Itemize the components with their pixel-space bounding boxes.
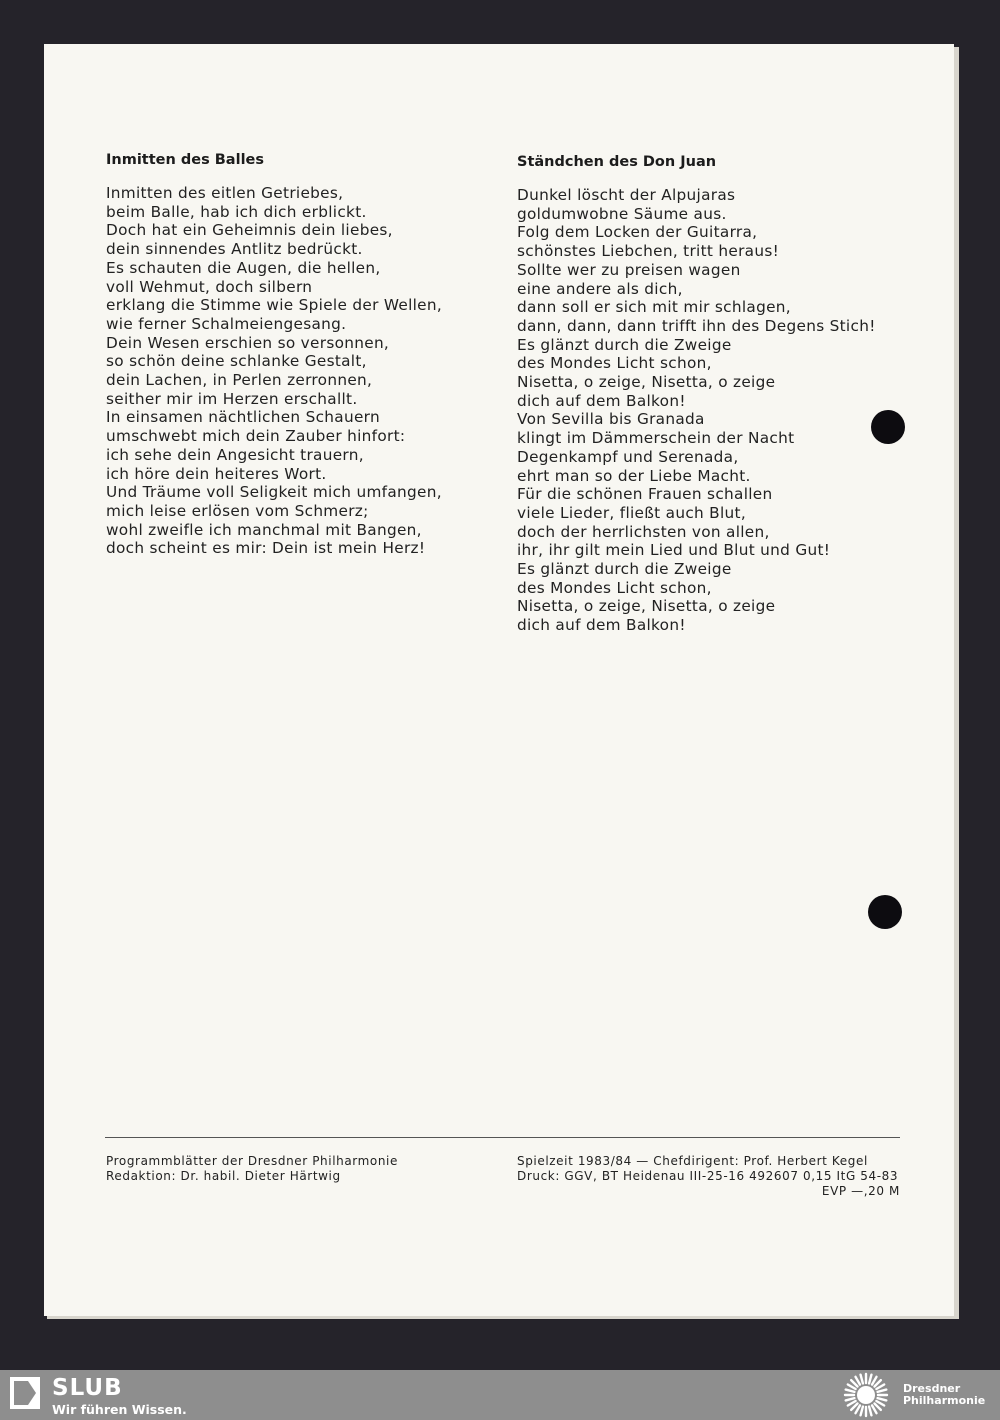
viewer-footer-bar — [0, 1370, 1000, 1420]
footer-editor: Redaktion: Dr. habil. Dieter Härtwig — [106, 1169, 341, 1183]
poem-line: Dunkel löscht der Alpujaras — [517, 186, 736, 204]
poem-line: doch der herrlichsten von allen, — [517, 522, 770, 541]
poem-line: ich sehe dein Angesicht trauern, — [106, 445, 364, 464]
philharmonie-name-line2: Philharmonie — [903, 1394, 986, 1407]
poem-line: Es schauten die Augen, die hellen, — [106, 258, 381, 277]
poem-line: ehrt man so der Liebe Macht. — [517, 466, 751, 485]
poem-line: so schön deine schlanke Gestalt, — [106, 352, 367, 371]
footer-price: EVP —,20 M — [821, 1184, 900, 1198]
poem-right — [517, 154, 917, 635]
sunburst-ray — [851, 1380, 857, 1386]
sunburst-ray — [851, 1403, 857, 1409]
poem-line: erklang die Stimme wie Spiele der Wellen, — [106, 296, 443, 315]
poem-line: dein Lachen, in Perlen zerronnen, — [106, 371, 373, 390]
sunburst-ray — [861, 1375, 863, 1384]
punch-hole-upper — [871, 410, 905, 444]
poem-line: Nisetta, o zeige, Nisetta, o zeige — [517, 597, 776, 616]
sunburst-ray — [876, 1401, 884, 1406]
poem-line: Für die schönen Frauen schallen — [517, 485, 773, 504]
poem-line: Von Sevilla bis Granada — [517, 410, 705, 429]
poem-line: dann soll er sich mit mir schlagen, — [517, 298, 791, 317]
poem-line: ihr, ihr gilt mein Lied und Blut und Gut! — [517, 541, 831, 560]
sunburst-ray — [869, 1375, 871, 1384]
sunburst-ray — [874, 1380, 880, 1386]
sunburst-ray — [861, 1407, 863, 1416]
footer-divider — [105, 1137, 900, 1138]
sunburst-ray — [878, 1390, 887, 1392]
poem-left-lines — [106, 184, 486, 558]
poem-line: des Mondes Licht schon, — [517, 354, 712, 373]
poem-left-title: Inmitten des Balles — [106, 152, 264, 168]
poem-line: dein sinnendes Antlitz bedrückt. — [106, 240, 363, 259]
poem-left — [106, 152, 486, 558]
sunburst-ray — [856, 1405, 861, 1413]
sunburst-ray — [872, 1377, 877, 1385]
sunburst-ray — [878, 1398, 887, 1400]
footer-publication: Programmblätter der Dresdner Philharmonie — [106, 1154, 398, 1168]
poem-line: wohl zweifle ich manchmal mit Bangen, — [106, 520, 422, 539]
poem-line: dich auf dem Balkon! — [517, 391, 686, 410]
poem-line: Nisetta, o zeige, Nisetta, o zeige — [517, 373, 776, 392]
poem-line: dich auf dem Balkon! — [517, 616, 686, 635]
poem-line: beim Balle, hab ich dich erblickt. — [106, 202, 367, 221]
slub-tagline: Wir führen Wissen. — [52, 1402, 187, 1417]
sunburst-ray — [848, 1401, 856, 1406]
poem-right-lines — [517, 186, 917, 635]
poem-line: Es glänzt durch die Zweige — [517, 335, 732, 354]
poem-line: wie ferner Schalmeiengesang. — [106, 314, 347, 333]
poem-line: ich höre dein heiteres Wort. — [106, 464, 327, 483]
sunburst-ray — [856, 1377, 861, 1385]
poem-line: dann, dann, dann trifft ihn des Degens Stich! — [517, 316, 876, 335]
poem-line: eine andere als dich, — [517, 279, 683, 298]
footer-left — [106, 1154, 398, 1184]
footer-season: Spielzeit 1983/84 — Chefdirigent: Prof. Herbert Kegel — [517, 1154, 868, 1168]
poem-line: Sollte wer zu preisen wagen — [517, 260, 741, 279]
sunburst-ray — [876, 1385, 884, 1390]
poem-line: doch scheint es mir: Dein ist mein Herz! — [106, 539, 426, 558]
footer-print: Druck: GGV, BT Heidenau III-25-16 492607 0,15 ItG 54-83 — [517, 1169, 899, 1183]
sunburst-ray — [872, 1405, 877, 1413]
poem-line: umschwebt mich dein Zauber hinfort: — [106, 427, 406, 446]
sunburst-ray — [846, 1390, 855, 1392]
poem-line: goldumwobne Säume aus. — [517, 204, 727, 223]
philharmonie-name[interactable] — [903, 1383, 985, 1407]
poem-line: In einsamen nächtlichen Schauern — [106, 408, 380, 427]
philharmonie-name-line1: Dresdner — [903, 1382, 961, 1395]
poem-line: Und Träume voll Seligkeit mich umfangen, — [106, 483, 442, 502]
poem-line: Doch hat ein Geheimnis dein liebes, — [106, 221, 393, 240]
poem-line: seither mir im Herzen erschallt. — [106, 389, 358, 408]
program-page — [44, 44, 954, 1316]
sunburst-ray — [846, 1398, 855, 1400]
poem-line: klingt im Dämmerschein der Nacht — [517, 429, 795, 448]
poem-line: Es glänzt durch die Zweige — [517, 560, 732, 579]
slub-logo-icon[interactable] — [10, 1377, 40, 1409]
footer-right — [517, 1154, 900, 1199]
poem-line: Dein Wesen erschien so versonnen, — [106, 333, 390, 352]
poem-line: schönstes Liebchen, tritt heraus! — [517, 242, 780, 261]
poem-line: Degenkampf und Serenada, — [517, 447, 739, 466]
sunburst-ray — [848, 1385, 856, 1390]
poem-line: des Mondes Licht schon, — [517, 578, 712, 597]
poem-line: Inmitten des eitlen Getriebes, — [106, 184, 344, 202]
philharmonie-sunburst-icon[interactable] — [840, 1372, 892, 1418]
sunburst-ray — [869, 1407, 871, 1416]
poem-line: Folg dem Locken der Guitarra, — [517, 223, 758, 242]
poem-line: viele Lieder, fließt auch Blut, — [517, 503, 746, 522]
slub-name[interactable]: SLUB — [52, 1375, 123, 1401]
sunburst-ray — [874, 1403, 880, 1409]
poem-line: voll Wehmut, doch silbern — [106, 277, 313, 296]
punch-hole-lower — [868, 895, 902, 929]
poem-right-title: Ständchen des Don Juan — [517, 154, 717, 170]
poem-line: mich leise erlösen vom Schmerz; — [106, 501, 369, 520]
